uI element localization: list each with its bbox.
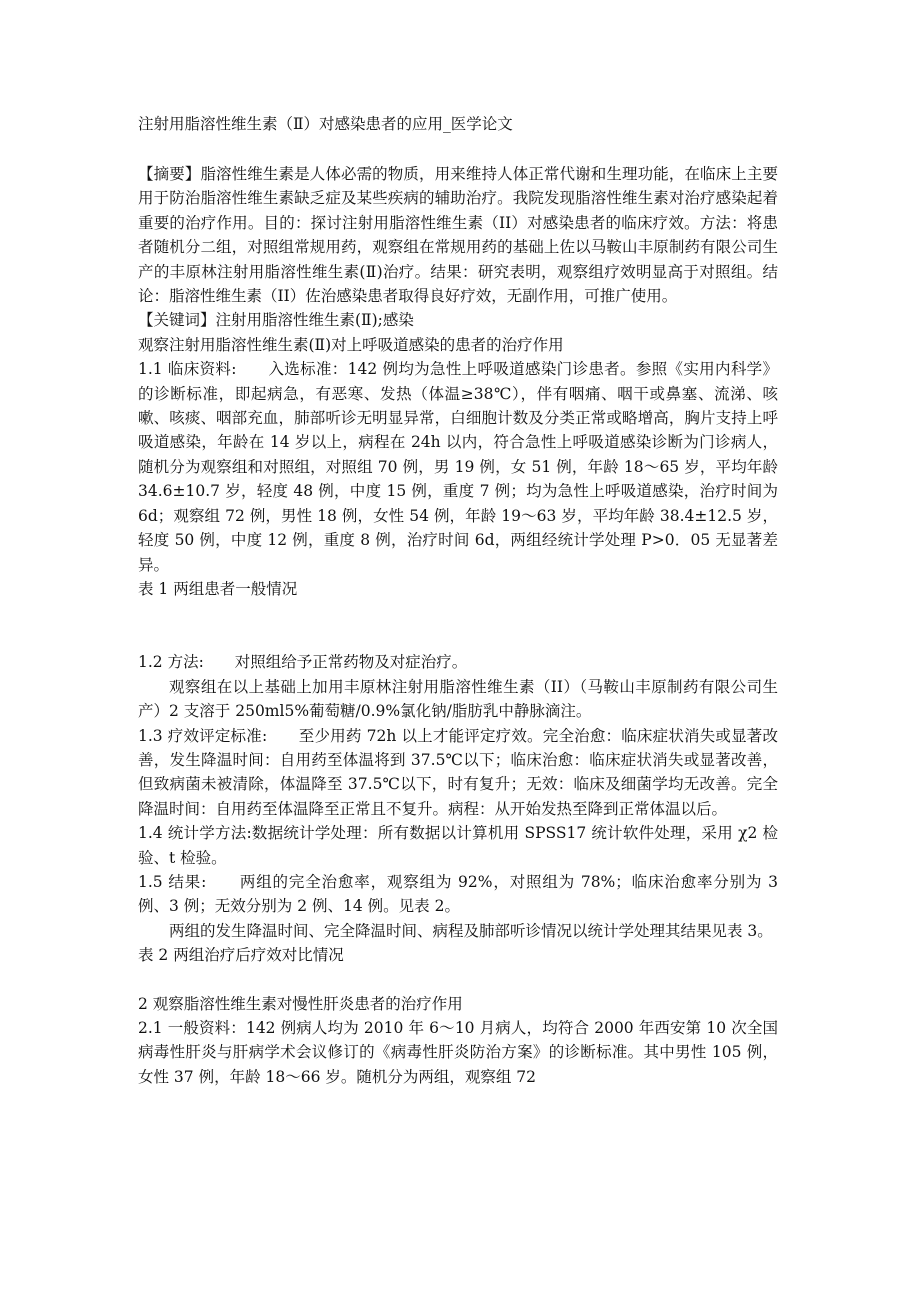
statistics-paragraph: 1.4 统计学方法:数据统计学处理：所有数据以计算机用 SPSS17 统计软件处理，采用 χ2 检验、t 检验。 — [138, 824, 778, 867]
results-detail-paragraph: 两组的发生降温时间、完全降温时间、病程及肺部听诊情况以统计学处理其结果见表 3。 — [169, 921, 773, 940]
document-page — [138, 112, 778, 1089]
general-data-paragraph: 2.1 一般资料：142 例病人均为 2010 年 6～10 月病人，均符合 2000 年西安第 10 次全国病毒性肝炎与肝病学术会议修订的《病毒性肝炎防治方案》的诊断标准。其中男性 105 例，女性 37 例，年龄 18～66 岁。随机分为两组，观察组 72 — [138, 1019, 778, 1086]
document-title: 注射用脂溶性维生素（Ⅱ）对感染患者的应用_医学论文 — [138, 115, 513, 133]
table-2-caption: 表 2 两组治疗后疗效对比情况 — [138, 946, 344, 965]
section-1-heading: 观察注射用脂溶性维生素(Ⅱ)对上呼吸道感染的患者的治疗作用 — [138, 335, 564, 354]
method-detail-paragraph: 观察组在以上基础上加用丰原林注射用脂溶性维生素（II）（马鞍山丰原制药有限公司生产）2 支溶于 250ml5%葡萄糖/0.9%氯化钠/脂肪乳中静脉滴注。 — [138, 677, 778, 721]
section-2-heading: 2 观察脂溶性维生素对慢性肝炎患者的治疗作用 — [138, 994, 463, 1013]
table-1-placeholder — [138, 601, 778, 650]
efficacy-criteria-paragraph: 1.3 疗效评定标准: 至少用药 72h 以上才能评定疗效。完全治愈：临床症状消失或显著改善，发生降温时间：自用药至体温将到 37.5℃以下；临床治愈：临床症状消失或显著改善，但致病菌未被清除，体温降至 37.5℃以下，时有复升；无效：临床及细菌学均无改善。完全降温时间：自用药至体温降至正常且不复升。病程：从开始发热至降到正常体温以后。 — [138, 726, 778, 818]
method-paragraph: 1.2 方法: 对照组给予正常药物及对症治疗。 — [138, 653, 468, 672]
table-2-placeholder — [138, 968, 778, 992]
keywords-line: 【关键词】注射用脂溶性维生素(Ⅱ);感染 — [138, 311, 414, 330]
clinical-data-paragraph: 1.1 临床资料: 入选标准：142 例均为急性上呼吸道感染门诊患者。参照《实用内科学》的诊断标准，即起病急，有恶寒、发热（体温≥38℃），伴有咽痛、咽干或鼻塞、流涕、咳嗽、咳痰、咽部充血，肺部听诊无明显异常，白细胞计数及分类正常或略增高，胸片支持上呼吸道感染，年龄在 14 岁以上，病程在 24h 以内，符合急性上呼吸道感染诊断为门诊病人，随机分为观察组和对照组，对照组 70 例，男 19 例，女 51 例，年龄 18～65 岁，平均年龄34.6±10.7 岁，轻度 48 例，中度 15 例，重度 7 例；均为急性上呼吸道感染，治疗时间为 6d；观察组 72 例，男性 18 例，女性 54 例，年龄 19～63 岁，平均年龄 38.4±12.5 岁，轻度 50 例，中度 12 例，重度 8 例，治疗时间 6d，两组经统计学处理 P>0．05 无显著差异。 — [138, 360, 778, 574]
abstract-paragraph: 【摘要】脂溶性维生素是人体必需的物质，用来维持人体正常代谢和生理功能，在临床上主要用于防治脂溶性维生素缺乏症及某些疾病的辅助治疗。我院发现脂溶性维生素对治疗感染起着重要的治疗作用。目的：探讨注射用脂溶性维生素（II）对感染患者的临床疗效。方法：将患者随机分二组，对照组常规用药，观察组在常规用药的基础上佐以马鞍山丰原制药有限公司生产的丰原林注射用脂溶性维生素(Ⅱ)治疗。结果：研究表明，观察组疗效明显高于对照组。结论：脂溶性维生素（II）佐治感染患者取得良好疗效，无副作用，可推广使用。 — [138, 165, 778, 306]
table-1-caption: 表 1 两组患者一般情况 — [138, 579, 298, 598]
results-paragraph: 1.5 结果: 两组的完全治愈率，观察组为 92%，对照组为 78%；临床治愈率分别为 3 例、3 例；无效分别为 2 例、14 例。见表 2。 — [138, 872, 778, 916]
